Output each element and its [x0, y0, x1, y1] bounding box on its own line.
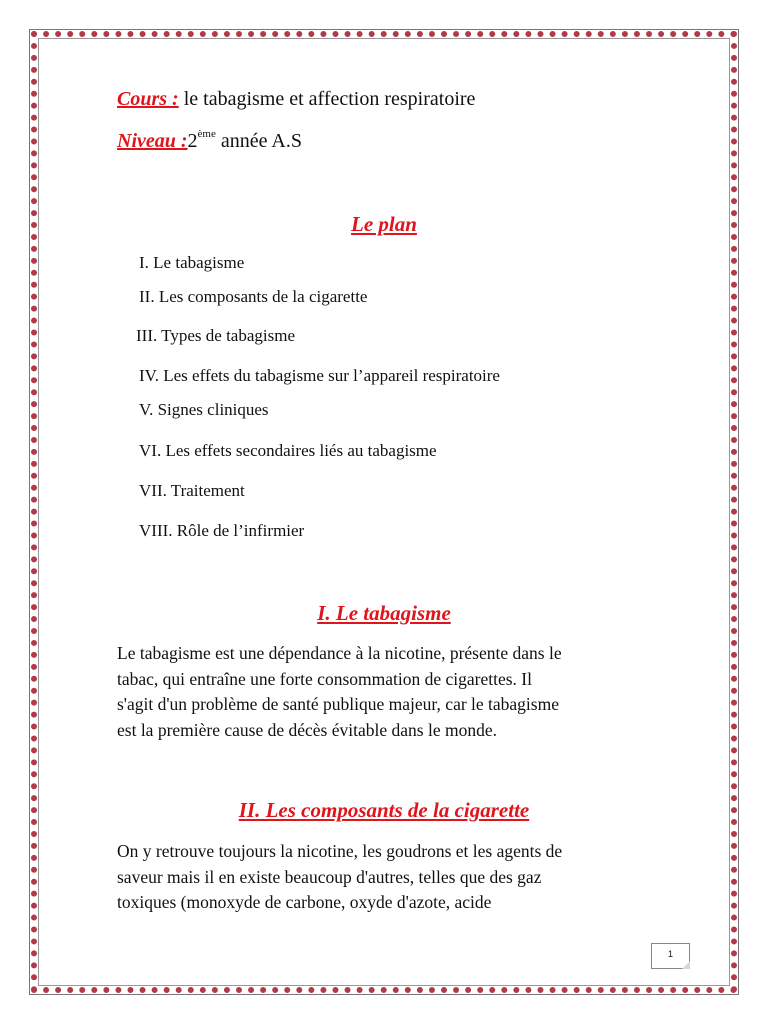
section-1-title: I. Le tabagisme [317, 601, 451, 625]
level-number: 2 [187, 130, 198, 152]
plan-item: V. Signes cliniques [139, 400, 269, 419]
paragraph-line: saveur mais il en existe beaucoup d'autres, telles que des gaz [117, 866, 542, 887]
plan-item: I. Le tabagisme [139, 253, 245, 272]
plan-item: VII. Traitement [139, 481, 245, 500]
plan-title: Le plan [351, 212, 417, 236]
section-2-title: II. Les composants de la cigarette [238, 798, 530, 822]
paragraph-line: Le tabagisme est une dépendance à la nicotine, présente dans le [117, 643, 562, 663]
plan-item: VIII. Rôle de l’infirmier [139, 521, 305, 540]
page-number: 1 [667, 949, 673, 959]
course-label: Cours : [117, 88, 179, 110]
level-label: Niveau : [117, 130, 188, 152]
paragraph-line: tabac, qui entraîne une forte consommation de cigarettes. Il [117, 668, 532, 689]
paragraph-line: s'agit d'un problème de santé publique majeur, car le tabagisme [117, 694, 559, 714]
paragraph-line: On y retrouve toujours la nicotine, les goudrons et les agents de [117, 841, 563, 861]
plan-item: III. Types de tabagisme [136, 326, 296, 345]
course-line [117, 88, 475, 111]
plan-item: VI. Les effets secondaires liés au tabagisme [139, 441, 437, 460]
page-number-box [651, 943, 690, 969]
level-superscript: ème [197, 128, 216, 140]
level-rest: année A.S [220, 130, 302, 152]
level-line [117, 130, 302, 153]
paragraph-line: toxiques (monoxyde de carbone, oxyde d'azote, acide [117, 892, 492, 912]
section-1-paragraph [117, 641, 562, 743]
plan-item: IV. Les effets du tabagisme sur l’appareil respiratoire [139, 366, 500, 385]
plan-item: II. Les composants de la cigarette [139, 287, 368, 306]
course-value: le tabagisme et affection respiratoire [183, 88, 476, 110]
paragraph-line: est la première cause de décès évitable dans le monde. [117, 719, 497, 740]
section-2-paragraph [117, 839, 562, 916]
